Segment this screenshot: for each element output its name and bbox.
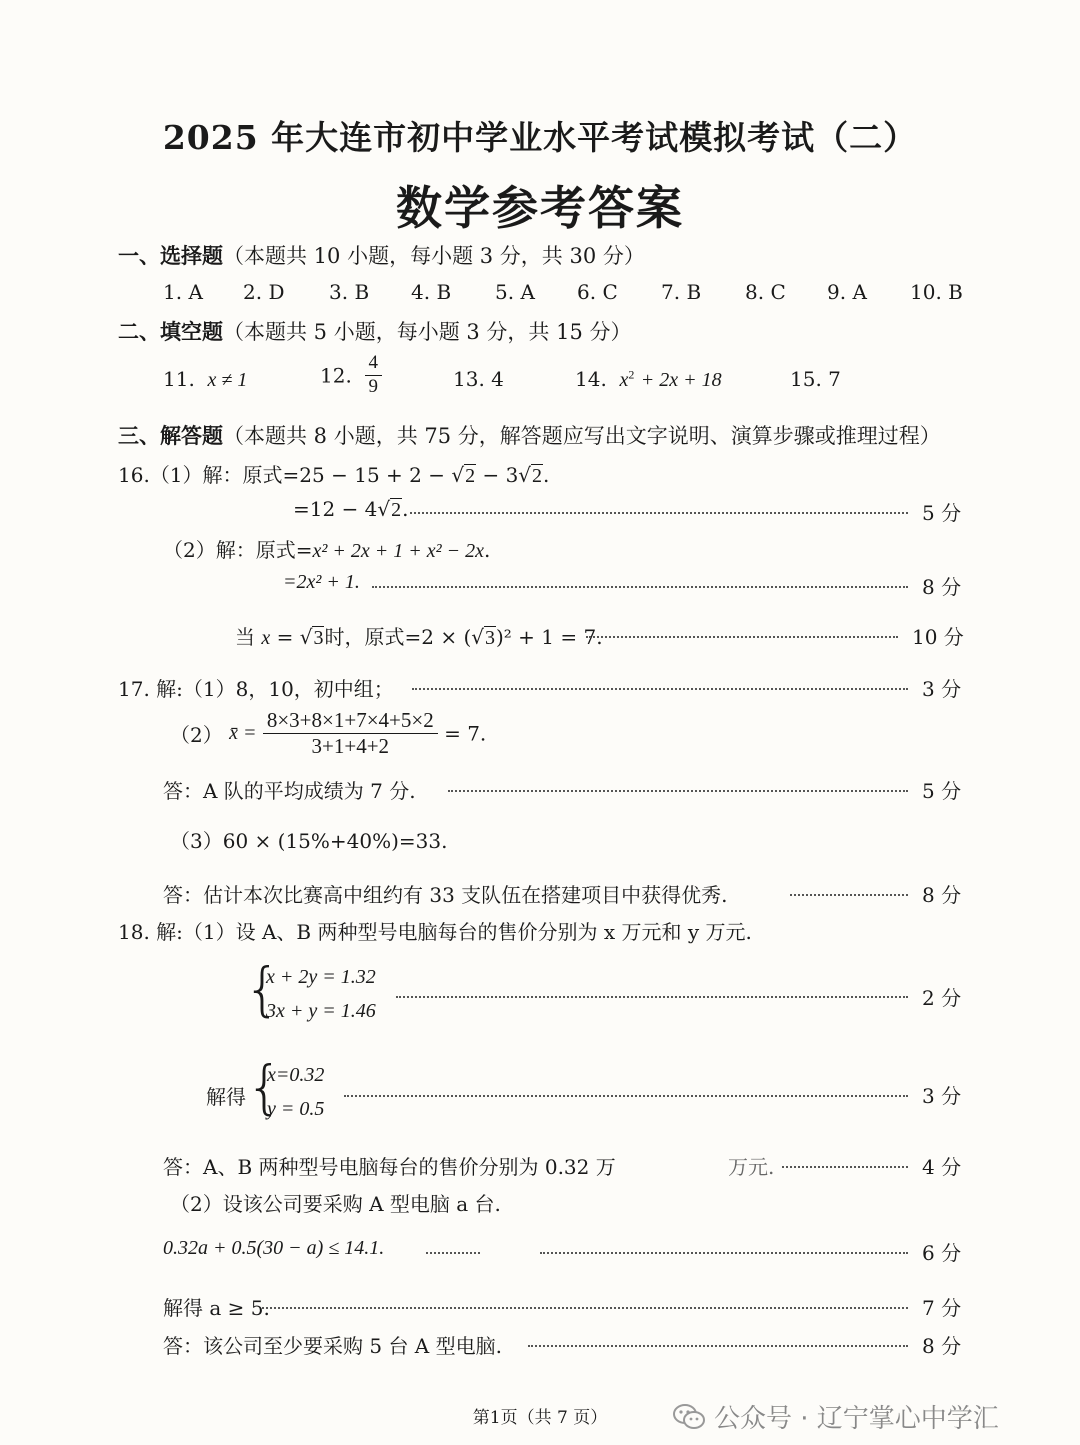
choice-answer: 5. A — [495, 280, 535, 304]
solve-label: 解得 — [206, 1085, 246, 1109]
fill-answer-var: x — [619, 369, 629, 391]
dotted-leader — [426, 1252, 480, 1254]
q18-answer-2: 答：该公司至少要采购 5 台 A 型电脑. — [163, 1334, 502, 1358]
fill-answer-14 — [575, 367, 722, 392]
wechat-icon — [672, 1403, 706, 1431]
q16-part1-mid: − 3 — [476, 463, 519, 487]
answer-key-title: 数学参考答案 — [396, 181, 684, 235]
dotted-leader — [586, 636, 898, 638]
q16-result: =12 − 4 — [293, 497, 378, 521]
score-label: 3 分 — [922, 677, 962, 701]
fill-answer-label: 14. — [575, 367, 607, 391]
q17-line-3: （3）60 × (15%+40%)=33. — [170, 829, 448, 853]
fill-answer-value: x ≠ 1 — [207, 369, 248, 391]
system-brace: { — [246, 1053, 283, 1121]
section-3-title: 三、解答题 — [118, 423, 223, 448]
q17-part2-prefix: （2） — [170, 723, 223, 748]
solution-x: x=0.32 — [267, 1064, 325, 1086]
choice-answer: 1. A — [163, 280, 203, 304]
q18-part1: 解:（1）设 A、B 两种型号电脑每台的售价分别为 x 万元和 y 万元. — [156, 920, 752, 944]
q18-answer-1-tail: 万元. — [728, 1155, 775, 1179]
choice-answer: 3. B — [329, 280, 370, 304]
fraction-numerator: 4 — [365, 352, 383, 376]
choice-answer: 4. B — [411, 280, 452, 304]
solution-y: y = 0.5 — [267, 1098, 325, 1120]
mean-symbol: x̄ = — [229, 722, 257, 745]
dotted-leader — [540, 1252, 908, 1254]
score-label: 2 分 — [922, 986, 962, 1010]
dotted-leader — [448, 790, 908, 792]
radicand: 3 — [313, 627, 324, 649]
q17-part2-result: = 7. — [444, 721, 487, 746]
q16-part2-prefix: （2）解：原式= — [163, 538, 313, 562]
choice-answer: 9. A — [827, 280, 867, 304]
section-3-heading — [118, 420, 941, 450]
score-label: 4 分 — [922, 1155, 962, 1179]
score-label: 10 分 — [912, 625, 964, 649]
score-label: 5 分 — [922, 779, 962, 803]
q16-when: 当 — [235, 625, 262, 649]
choice-answer: 6. C — [577, 280, 618, 304]
fraction-numerator: 8×3+8×1+7×4+5×2 — [263, 708, 438, 734]
dotted-leader — [412, 688, 908, 690]
question-number: 17. — [118, 677, 150, 701]
question-number: 16. — [118, 463, 150, 487]
dotted-leader — [782, 1166, 908, 1168]
q16-line-4: =2x² + 1. — [283, 571, 360, 593]
dotted-leader — [396, 996, 908, 998]
q16-line-3 — [163, 534, 490, 563]
radicand: 2 — [465, 465, 476, 487]
period: . — [402, 497, 409, 521]
score-label: 6 分 — [922, 1241, 962, 1265]
radicand: 2 — [532, 465, 543, 487]
dotted-leader — [410, 512, 908, 514]
q18-answer-1: 答：A、B 两种型号电脑每台的售价分别为 0.32 万 — [163, 1155, 616, 1179]
q17-line-1 — [118, 673, 394, 702]
dotted-leader — [790, 894, 908, 896]
q16-line-1: 16.（1）解：原式=25 − 15 + 2 − √2 − 3√2. — [118, 463, 550, 487]
choice-answer: 7. B — [661, 280, 702, 304]
fill-answer-12 — [320, 352, 382, 399]
score-label: 3 分 — [922, 1084, 962, 1108]
q18-line-2: （2）设该公司要采购 A 型电脑 a 台. — [170, 1192, 501, 1216]
equals: = — [270, 625, 300, 649]
q16-part2-expr: x² + 2x + 1 + x² − 2x — [312, 540, 484, 562]
q16-part1-expr: （1）解：原式=25 − 15 + 2 − — [149, 463, 452, 487]
system-brace: { — [244, 955, 281, 1023]
fill-answer-value: + 2x + 18 — [640, 369, 722, 391]
q16-line-2: =12 − 4√2. — [293, 497, 409, 521]
fraction-denominator: 3+1+4+2 — [311, 734, 390, 759]
q17-answer-1: 答：A 队的平均成绩为 7 分. — [163, 779, 416, 803]
period: . — [543, 463, 550, 487]
dotted-leader — [528, 1345, 908, 1347]
fraction — [263, 708, 438, 759]
q18-solve-2: 解得 a ≥ 5. — [163, 1296, 270, 1320]
fill-answer-label: 11. — [163, 367, 195, 391]
inequality: 0.32a + 0.5(30 − a) ≤ 14.1. — [163, 1237, 385, 1259]
question-number: 18. — [118, 920, 150, 944]
choice-answer: 8. C — [745, 280, 786, 304]
exam-title: 2025 年大连市初中学业水平考试模拟考试（二） — [162, 118, 918, 157]
page-number: 第1页（共 7 页） — [472, 1408, 608, 1428]
score-label: 7 分 — [922, 1296, 962, 1320]
q16-final: )² + 1 = 7. — [496, 625, 603, 649]
q17-line-2 — [170, 708, 486, 759]
q18-line-1 — [118, 916, 752, 945]
fraction-denominator: 9 — [368, 375, 379, 397]
watermark-text: 公众号 · 辽宁掌心中学汇 — [714, 1404, 999, 1434]
score-label: 8 分 — [922, 575, 962, 599]
section-2-note: （本题共 5 小题，每小题 3 分，共 15 分） — [223, 320, 632, 344]
period: . — [483, 538, 491, 562]
choice-answer: 2. D — [243, 280, 285, 304]
equation-1: x + 2y = 1.32 — [266, 966, 376, 988]
dotted-leader — [344, 1095, 908, 1097]
q16-substitution: 时，原式=2 × ( — [324, 625, 472, 649]
q17-part1: 解:（1）8，10，初中组； — [156, 677, 394, 701]
fill-answer-13: 13. 4 — [453, 367, 504, 391]
fill-answer-15: 15. 7 — [790, 367, 841, 391]
equation-2: 3x + y = 1.46 — [266, 1000, 376, 1022]
radicand: 3 — [485, 627, 495, 649]
section-3-note: （本题共 8 小题，共 75 分，解答题应写出文字说明、演算步骤或推理过程） — [223, 424, 941, 448]
q17-answer-2: 答：估计本次比赛高中组约有 33 支队伍在搭建项目中获得优秀. — [163, 883, 728, 907]
dotted-leader — [372, 586, 908, 588]
fraction — [365, 352, 383, 399]
section-2-heading — [118, 316, 632, 346]
section-1-heading — [118, 240, 645, 270]
section-2-title: 二、填空题 — [118, 319, 223, 344]
choice-answer: 10. B — [910, 280, 963, 304]
section-1-note: （本题共 10 小题，每小题 3 分，共 30 分） — [223, 244, 645, 268]
radicand: 2 — [391, 499, 402, 521]
fill-answer-label: 12. — [320, 363, 352, 388]
exponent: 2 — [628, 367, 635, 382]
score-label: 5 分 — [922, 501, 962, 525]
score-label: 8 分 — [922, 1334, 962, 1358]
q16-line-5: 当 x = √3时，原式=2 × (√3)² + 1 = 7. — [235, 625, 603, 649]
variable: x — [261, 627, 271, 649]
watermark — [672, 1398, 999, 1435]
fill-answer-11 — [163, 367, 247, 392]
score-label: 8 分 — [922, 883, 962, 907]
dotted-leader — [262, 1307, 908, 1309]
section-1-title: 一、选择题 — [118, 243, 223, 268]
